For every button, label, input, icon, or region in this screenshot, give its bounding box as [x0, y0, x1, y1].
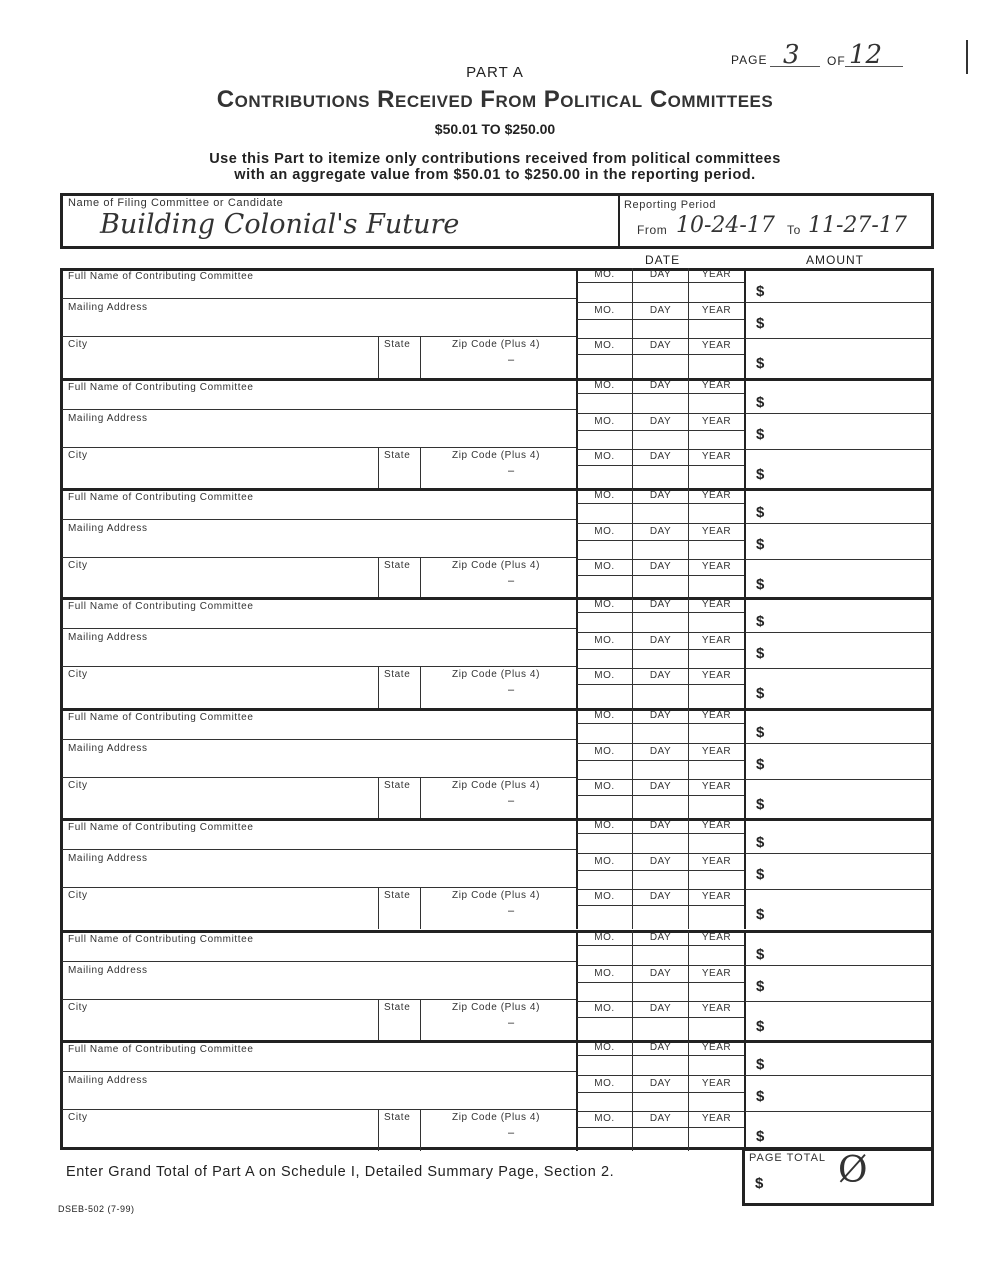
mailing-address-label: Mailing Address [68, 413, 148, 424]
entry-line [62, 999, 576, 1000]
zip-dash: – [508, 1017, 515, 1029]
entry-line [62, 447, 576, 448]
date-day-label: DAY [649, 710, 672, 721]
zip-label: Zip Code (Plus 4) [452, 780, 541, 791]
city-label: City [68, 890, 88, 901]
entry-separator [60, 488, 934, 491]
entry-line [62, 961, 576, 962]
date-day-label: DAY [649, 1003, 672, 1014]
entry-line [745, 449, 932, 450]
amount-dollar-sign: $ [756, 426, 765, 443]
entry-line [577, 523, 744, 524]
amount-dollar-sign: $ [756, 504, 765, 521]
amount-dollar-sign: $ [756, 394, 765, 411]
filer-label: Name of Filing Committee or Candidate [68, 197, 284, 209]
amount-dollar-sign: $ [756, 315, 765, 332]
date-year-label: YEAR [701, 490, 732, 501]
contributor-name-label: Full Name of Contributing Committee [68, 1044, 254, 1055]
state-label: State [384, 890, 411, 901]
date-year-label: YEAR [701, 781, 732, 792]
zip-label: Zip Code (Plus 4) [452, 1002, 541, 1013]
date-day-label: DAY [649, 526, 672, 537]
date-year-label: YEAR [701, 451, 732, 462]
amount-range: $50.01 TO $250.00 [434, 121, 556, 137]
entry-line [577, 413, 744, 414]
entry-line [576, 598, 578, 708]
contributor-name-label: Full Name of Contributing Committee [68, 492, 254, 503]
page-total-label: PAGE TOTAL [749, 1152, 827, 1164]
entry-line [420, 557, 421, 599]
entry-line [632, 489, 633, 599]
entry-line [744, 268, 746, 378]
entry-line [745, 965, 932, 966]
entry-line [632, 379, 633, 489]
period-from-date[interactable]: 10-24-17 [676, 213, 775, 238]
entry-line [688, 1041, 689, 1151]
entry-line [577, 302, 744, 303]
amount-dollar-sign: $ [756, 613, 765, 630]
period-to-date[interactable]: 11-27-17 [808, 213, 907, 238]
state-label: State [384, 669, 411, 680]
entry-line [576, 1041, 578, 1151]
entry-line [62, 887, 576, 888]
state-label: State [384, 450, 411, 461]
page-of-label: OF [827, 54, 846, 68]
contributor-name-label: Full Name of Contributing Committee [68, 712, 254, 723]
entry-line [577, 684, 744, 685]
amount-dollar-sign: $ [756, 355, 765, 372]
entry-line [632, 819, 633, 929]
entry-line [577, 465, 744, 466]
period-to-label: To [787, 223, 801, 237]
date-day-label: DAY [649, 635, 672, 646]
instructions-line-2: with an aggregate value from $50.01 to $250.00 in the reporting period. [234, 167, 756, 183]
entry-line [62, 1109, 576, 1110]
filer-name[interactable]: Building Colonial's Future [100, 209, 460, 240]
entry-line [577, 870, 744, 871]
entry-line [378, 336, 379, 378]
period-label: Reporting Period [624, 199, 717, 211]
entry-line [577, 723, 744, 724]
entry-line [745, 889, 932, 890]
date-month-label: MO. [594, 526, 615, 537]
entry-line [577, 1001, 744, 1002]
city-label: City [68, 1002, 88, 1013]
entry-line [577, 982, 744, 983]
zip-dash: – [508, 575, 515, 587]
instructions-line-1: Use this Part to itemize only contributions received from political committees [209, 151, 781, 167]
date-day-label: DAY [649, 380, 672, 391]
state-label: State [384, 560, 411, 571]
zip-dash: – [508, 905, 515, 917]
page-title: Contributions Received From Political Committees [216, 86, 774, 113]
entry-line [62, 739, 576, 740]
entry-line [744, 489, 746, 599]
mailing-address-label: Mailing Address [68, 523, 148, 534]
entry-line [745, 302, 932, 303]
entry-line [420, 336, 421, 378]
entry-line [378, 1109, 379, 1151]
date-year-label: YEAR [701, 1078, 732, 1089]
date-year-label: YEAR [701, 599, 732, 610]
entry-line [688, 931, 689, 1041]
entry-line [632, 709, 633, 819]
amount-dollar-sign: $ [756, 906, 765, 923]
entry-line [577, 889, 744, 890]
date-month-label: MO. [594, 670, 615, 681]
date-day-label: DAY [649, 490, 672, 501]
date-day-label: DAY [649, 932, 672, 943]
date-year-label: YEAR [701, 856, 732, 867]
mailing-address-label: Mailing Address [68, 853, 148, 864]
date-year-label: YEAR [701, 561, 732, 572]
date-day-label: DAY [649, 340, 672, 351]
entry-line [378, 777, 379, 819]
entry-line [744, 598, 746, 708]
entry-line [744, 709, 746, 819]
entry-line [577, 833, 744, 834]
zip-label: Zip Code (Plus 4) [452, 450, 541, 461]
entry-line [577, 612, 744, 613]
entry-line [62, 519, 576, 520]
entry-line [577, 1017, 744, 1018]
date-month-label: MO. [594, 1078, 615, 1089]
entry-line [577, 559, 744, 560]
entry-line [577, 1092, 744, 1093]
date-day-label: DAY [649, 1042, 672, 1053]
city-label: City [68, 780, 88, 791]
date-year-label: YEAR [701, 1113, 732, 1124]
date-year-label: YEAR [701, 670, 732, 681]
amount-dollar-sign: $ [756, 645, 765, 662]
date-month-label: MO. [594, 746, 615, 757]
date-month-label: MO. [594, 451, 615, 462]
amount-dollar-sign: $ [756, 724, 765, 741]
entry-line [577, 282, 744, 283]
date-year-label: YEAR [701, 269, 732, 280]
entry-line [745, 523, 932, 524]
entry-line [576, 819, 578, 929]
entry-line [420, 447, 421, 489]
zip-label: Zip Code (Plus 4) [452, 560, 541, 571]
entry-line [577, 965, 744, 966]
date-year-label: YEAR [701, 820, 732, 831]
entry-line [577, 540, 744, 541]
date-day-label: DAY [649, 451, 672, 462]
date-month-label: MO. [594, 380, 615, 391]
contributor-name-label: Full Name of Contributing Committee [68, 271, 254, 282]
form-id: DSEB-502 (7-99) [58, 1204, 135, 1214]
contributor-name-label: Full Name of Contributing Committee [68, 382, 254, 393]
zip-label: Zip Code (Plus 4) [452, 339, 541, 350]
date-month-label: MO. [594, 1003, 615, 1014]
contributor-name-label: Full Name of Contributing Committee [68, 822, 254, 833]
zip-dash: – [508, 795, 515, 807]
zip-label: Zip Code (Plus 4) [452, 890, 541, 901]
entry-line [577, 319, 744, 320]
entry-line [577, 945, 744, 946]
date-month-label: MO. [594, 968, 615, 979]
date-day-label: DAY [649, 416, 672, 427]
state-label: State [384, 780, 411, 791]
date-year-label: YEAR [701, 891, 732, 902]
zip-dash: – [508, 684, 515, 696]
page-label: PAGE [731, 53, 768, 67]
amount-dollar-sign: $ [756, 1056, 765, 1073]
amount-dollar-sign: $ [756, 1128, 765, 1145]
amount-dollar-sign: $ [756, 1088, 765, 1105]
amount-header: AMOUNT [806, 253, 864, 267]
entry-line [577, 430, 744, 431]
entry-line [420, 1109, 421, 1151]
entry-line [62, 849, 576, 850]
date-header: DATE [645, 253, 681, 267]
entry-line [420, 666, 421, 708]
date-day-label: DAY [649, 1113, 672, 1124]
date-month-label: MO. [594, 269, 615, 280]
entry-line [632, 598, 633, 708]
entry-line [632, 268, 633, 378]
amount-dollar-sign: $ [756, 834, 765, 851]
date-day-label: DAY [649, 305, 672, 316]
entry-line [62, 666, 576, 667]
entry-line [576, 489, 578, 599]
entry-line [632, 1041, 633, 1151]
entry-line [576, 931, 578, 1041]
date-month-label: MO. [594, 856, 615, 867]
entry-line [745, 853, 932, 854]
date-year-label: YEAR [701, 710, 732, 721]
city-label: City [68, 1112, 88, 1123]
state-label: State [384, 1002, 411, 1013]
entry-line [744, 379, 746, 489]
amount-dollar-sign: $ [756, 1018, 765, 1035]
entry-separator [60, 818, 934, 821]
entry-line [577, 853, 744, 854]
date-year-label: YEAR [701, 416, 732, 427]
date-month-label: MO. [594, 710, 615, 721]
entry-line [745, 1001, 932, 1002]
date-month-label: MO. [594, 932, 615, 943]
entry-line [378, 887, 379, 929]
date-day-label: DAY [649, 781, 672, 792]
page-number: 3 [783, 40, 800, 70]
footer-instruction: Enter Grand Total of Part A on Schedule I, Detailed Summary Page, Section 2. [66, 1164, 615, 1180]
date-day-label: DAY [649, 856, 672, 867]
mailing-address-label: Mailing Address [68, 965, 148, 976]
mailing-address-label: Mailing Address [68, 632, 148, 643]
entry-line [62, 409, 576, 410]
amount-dollar-sign: $ [756, 756, 765, 773]
entry-line [688, 709, 689, 819]
date-month-label: MO. [594, 1113, 615, 1124]
city-label: City [68, 669, 88, 680]
entry-line [576, 268, 578, 378]
entry-line [62, 628, 576, 629]
date-year-label: YEAR [701, 526, 732, 537]
zip-label: Zip Code (Plus 4) [452, 669, 541, 680]
entry-line [688, 268, 689, 378]
entry-line [62, 336, 576, 337]
entry-line [577, 338, 744, 339]
date-year-label: YEAR [701, 1042, 732, 1053]
entry-line [688, 598, 689, 708]
entry-line [420, 999, 421, 1041]
date-month-label: MO. [594, 891, 615, 902]
entry-line [744, 931, 746, 1041]
entry-line [745, 779, 932, 780]
entry-separator [60, 597, 934, 600]
date-day-label: DAY [649, 561, 672, 572]
entry-line [577, 795, 744, 796]
date-month-label: MO. [594, 781, 615, 792]
amount-dollar-sign: $ [756, 866, 765, 883]
date-day-label: DAY [649, 1078, 672, 1089]
entry-line [577, 743, 744, 744]
entry-separator [60, 708, 934, 711]
entry-line [62, 1071, 576, 1072]
entry-line [745, 743, 932, 744]
entry-separator [60, 930, 934, 933]
entry-line [577, 449, 744, 450]
entry-line [577, 632, 744, 633]
state-label: State [384, 1112, 411, 1123]
zip-dash: – [508, 354, 515, 366]
date-year-label: YEAR [701, 635, 732, 646]
date-year-label: YEAR [701, 380, 732, 391]
entry-line [632, 931, 633, 1041]
date-month-label: MO. [594, 490, 615, 501]
date-month-label: MO. [594, 305, 615, 316]
zip-label: Zip Code (Plus 4) [452, 1112, 541, 1123]
city-label: City [68, 450, 88, 461]
entry-line [744, 819, 746, 929]
mailing-address-label: Mailing Address [68, 302, 148, 313]
date-month-label: MO. [594, 635, 615, 646]
city-label: City [68, 339, 88, 350]
entry-line [62, 298, 576, 299]
state-label: State [384, 339, 411, 350]
entry-line [62, 557, 576, 558]
period-from-label: From [637, 223, 668, 237]
amount-dollar-sign: $ [756, 576, 765, 593]
entry-line [577, 1055, 744, 1056]
date-year-label: YEAR [701, 746, 732, 757]
instructions [150, 151, 840, 183]
mailing-address-label: Mailing Address [68, 743, 148, 754]
contributor-name-label: Full Name of Contributing Committee [68, 601, 254, 612]
date-month-label: MO. [594, 820, 615, 831]
entry-line [576, 709, 578, 819]
date-day-label: DAY [649, 599, 672, 610]
city-label: City [68, 560, 88, 571]
entry-line [378, 447, 379, 489]
page-total-number: 12 [849, 40, 883, 70]
entry-separator [60, 1040, 934, 1043]
entry-line [688, 379, 689, 489]
date-day-label: DAY [649, 891, 672, 902]
mailing-address-label: Mailing Address [68, 1075, 148, 1086]
amount-dollar-sign: $ [756, 283, 765, 300]
date-year-label: YEAR [701, 968, 732, 979]
entry-line [745, 338, 932, 339]
entry-line [745, 632, 932, 633]
entry-line [576, 379, 578, 489]
entry-line [378, 999, 379, 1041]
date-month-label: MO. [594, 1042, 615, 1053]
entry-line [577, 1075, 744, 1076]
amount-dollar-sign: $ [756, 466, 765, 483]
entry-line [577, 779, 744, 780]
entry-line [378, 666, 379, 708]
entry-line [577, 575, 744, 576]
entry-separator [60, 378, 934, 381]
amount-dollar-sign: $ [756, 536, 765, 553]
date-month-label: MO. [594, 340, 615, 351]
date-day-label: DAY [649, 820, 672, 831]
entry-line [745, 1111, 932, 1112]
entry-line [62, 777, 576, 778]
date-day-label: DAY [649, 670, 672, 681]
entry-line [420, 777, 421, 819]
entry-line [744, 1041, 746, 1151]
entry-line [577, 354, 744, 355]
date-day-label: DAY [649, 746, 672, 757]
entry-line [577, 905, 744, 906]
date-day-label: DAY [649, 968, 672, 979]
entry-line [378, 557, 379, 599]
amount-dollar-sign: $ [756, 946, 765, 963]
entry-line [745, 1075, 932, 1076]
entry-line [745, 668, 932, 669]
entry-line [577, 760, 744, 761]
date-day-label: DAY [649, 269, 672, 280]
amount-dollar-sign: $ [756, 685, 765, 702]
date-year-label: YEAR [701, 932, 732, 943]
zip-dash: – [508, 1127, 515, 1139]
entry-line [688, 489, 689, 599]
zip-dash: – [508, 465, 515, 477]
date-year-label: YEAR [701, 340, 732, 351]
page-total-value[interactable]: Ø [838, 1150, 868, 1191]
date-month-label: MO. [594, 599, 615, 610]
entry-line [577, 668, 744, 669]
entry-line [577, 1111, 744, 1112]
entry-line [577, 393, 744, 394]
entry-line [688, 819, 689, 929]
date-year-label: YEAR [701, 305, 732, 316]
entry-line [577, 649, 744, 650]
entry-line [420, 887, 421, 929]
amount-dollar-sign: $ [756, 796, 765, 813]
part-label: PART A [466, 64, 524, 81]
entry-line [577, 503, 744, 504]
contributor-name-label: Full Name of Contributing Committee [68, 934, 254, 945]
date-month-label: MO. [594, 561, 615, 572]
entry-line [745, 413, 932, 414]
amount-dollar-sign: $ [756, 978, 765, 995]
date-month-label: MO. [594, 416, 615, 427]
date-year-label: YEAR [701, 1003, 732, 1014]
entry-line [745, 559, 932, 560]
page-total-dollar: $ [755, 1175, 764, 1192]
filer-divider [618, 196, 620, 246]
entry-line [577, 1127, 744, 1128]
